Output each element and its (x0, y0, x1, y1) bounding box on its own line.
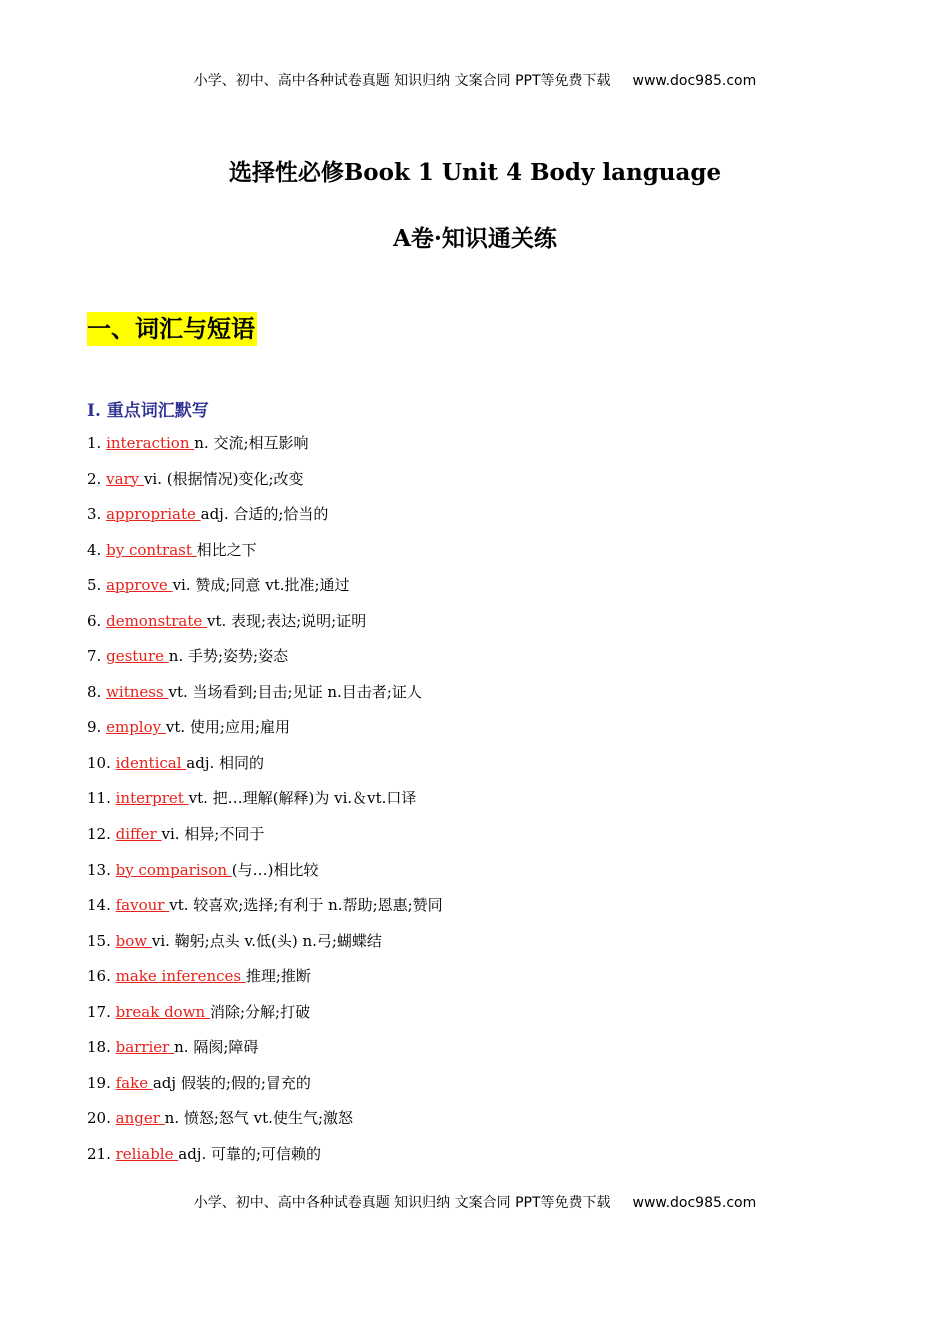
item-number: 11. (87, 789, 116, 808)
definition: vi. 赞成;同意 vt.批准;通过 (172, 576, 350, 595)
definition: vt. 使用;应用;雇用 (165, 718, 291, 737)
vocab-item (87, 924, 867, 960)
definition: adj. 合适的;恰当的 (200, 505, 329, 524)
answer-word: appropriate (106, 505, 201, 524)
vocab-item (87, 568, 867, 604)
item-number: 3. (87, 505, 107, 524)
answer-word: identical (115, 753, 187, 772)
vocab-item (87, 817, 867, 853)
answer-word: witness (106, 682, 169, 701)
item-number: 14. (87, 896, 116, 915)
header-url[interactable]: www.doc985.com (632, 73, 757, 89)
item-number: 8. (87, 682, 107, 701)
item-number: 6. (87, 611, 107, 630)
answer-word: differ (115, 825, 162, 844)
item-number: 5. (87, 576, 107, 595)
footer-url[interactable]: www.doc985.com (632, 1195, 757, 1211)
item-number: 1. (87, 434, 107, 452)
item-number: 15. (87, 931, 116, 950)
item-number: 21. (87, 1144, 116, 1163)
header-text: 小学、初中、高中各种试卷真题 知识归纳 文案合同 PPT等免费下载 (193, 73, 611, 89)
item-number: 4. (87, 540, 107, 559)
answer-word: by comparison (115, 860, 232, 879)
page-header (0, 70, 950, 90)
vocab-item (87, 888, 867, 924)
item-number: 12. (87, 825, 116, 844)
definition: 推理;推断 (245, 967, 311, 986)
vocab-item (87, 995, 867, 1031)
item-number: 2. (87, 469, 107, 488)
vocab-item (87, 533, 867, 569)
definition: adj 假装的;假的;冒充的 (152, 1073, 311, 1092)
definition: 相比之下 (196, 540, 257, 559)
document-title: 选择性必修Book 1 Unit 4 Body language (228, 159, 722, 186)
vocab-item (87, 710, 867, 746)
definition: vt. 当场看到;目击;见证 n.目击者;证人 (168, 682, 422, 701)
vocab-item (87, 497, 867, 533)
answer-word: gesture (106, 647, 169, 666)
definition: n. 交流;相互影响 (194, 434, 309, 452)
item-number: 16. (87, 967, 116, 986)
answer-word: fake (115, 1073, 153, 1092)
definition: n. 隔阂;障碍 (174, 1038, 259, 1057)
vocab-item (87, 781, 867, 817)
definition: 消除;分解;打破 (209, 1002, 311, 1021)
item-number: 9. (87, 718, 107, 737)
answer-word: interaction (106, 434, 195, 452)
definition: n. 手势;姿势;姿态 (168, 647, 289, 666)
answer-word: make inferences (115, 967, 246, 986)
item-number: 18. (87, 1038, 116, 1057)
definition: vi. (根据情况)变化;改变 (143, 469, 304, 488)
definition: adj. 可靠的;可信赖的 (178, 1144, 322, 1163)
page-footer (0, 1192, 950, 1212)
answer-word: favour (115, 896, 170, 915)
definition: n. 愤怒;怒气 vt.使生气;激怒 (164, 1109, 353, 1128)
vocab-item (87, 959, 867, 995)
definition: vt. 把…理解(解释)为 vi.＆vt.口译 (188, 789, 417, 808)
item-number: 13. (87, 860, 116, 879)
vocab-item (87, 675, 867, 711)
definition: (与…)相比较 (231, 860, 319, 879)
vocab-item (87, 746, 867, 782)
answer-word: reliable (115, 1144, 179, 1163)
vocab-item (87, 1030, 867, 1066)
definition: vt. 较喜欢;选择;有利于 n.帮助;恩惠;赞同 (169, 896, 443, 915)
answer-word: bow (115, 931, 152, 950)
answer-word: barrier (115, 1038, 175, 1057)
definition: vi. 相异;不同于 (161, 825, 265, 844)
vocab-item (87, 426, 867, 462)
answer-word: employ (106, 718, 166, 737)
section-heading: 一、词汇与短语 (87, 312, 257, 346)
item-number: 19. (87, 1073, 116, 1092)
answer-word: break down (115, 1002, 210, 1021)
answer-word: anger (115, 1109, 165, 1128)
item-number: 17. (87, 1002, 116, 1021)
answer-word: demonstrate (106, 611, 207, 630)
item-number: 20. (87, 1109, 116, 1128)
vocab-item (87, 604, 867, 640)
footer-text: 小学、初中、高中各种试卷真题 知识归纳 文案合同 PPT等免费下载 (193, 1195, 611, 1211)
item-number: 7. (87, 647, 107, 666)
vocab-item (87, 639, 867, 675)
definition: adj. 相同的 (186, 753, 265, 772)
vocab-item (87, 1101, 867, 1137)
definition: vi. 鞠躬;点头 v.低(头) n.弓;蝴蝶结 (151, 931, 382, 950)
sub-heading: I. 重点词汇默写 (87, 401, 209, 421)
vocab-list (87, 426, 867, 1172)
answer-word: vary (106, 469, 144, 488)
answer-word: interpret (115, 789, 189, 808)
vocab-item (87, 853, 867, 889)
definition: vt. 表现;表达;说明;证明 (207, 611, 367, 630)
answer-word: by contrast (106, 540, 197, 559)
document-subtitle: A卷·知识通关练 (393, 225, 557, 252)
item-number: 10. (87, 753, 116, 772)
vocab-item (87, 1066, 867, 1102)
vocab-item (87, 1137, 867, 1173)
answer-word: approve (106, 576, 173, 595)
vocab-item (87, 462, 867, 498)
